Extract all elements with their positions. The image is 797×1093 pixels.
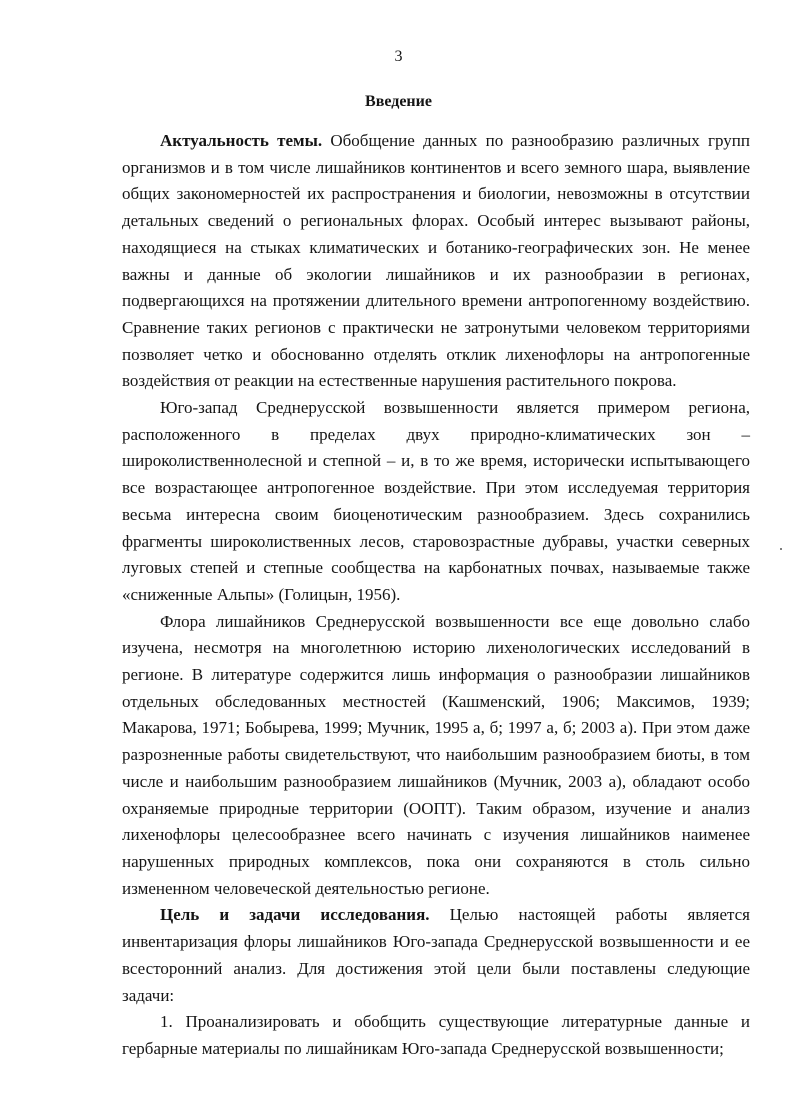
section-heading: Введение	[365, 93, 432, 110]
paragraph-text: Обобщение данных по разнообразию различных групп организмов и в том числе лишайников континентов и всего земного шара, выявление общих закономерностей их распространения и биологии, невозможны в отсутствии детальных сведений о региональных флорах. Особый интерес вызывают районы, находящиеся на стыках климатических и ботанико-географических зон. Не менее важны и данные об экологии лишайников и их разнообразии в регионах, подвергающихся на протяжении длительного времени антропогенному воздействию. Сравнение таких регионов с практически не затронутыми человеком территориями позволяет четко и обоснованно отделять отклик лихенофлоры на антропогенные воздействия от реакции на естественные нарушения растительного покрова.	[122, 131, 750, 391]
paragraph-lead: Актуальность темы.	[160, 131, 323, 150]
page-number: 3	[394, 48, 403, 65]
paragraph-flora	[122, 609, 750, 903]
paragraph-text: Флора лишайников Среднерусской возвышенности все еще довольно слабо изучена, несмотря на многолетнюю историю лихенологических исследований в регионе. В литературе содержится лишь информация о разнообразии лишайников отдельных обследованных местностей (Кашменский, 1906; Максимов, 1939; Макарова, 1971; Бобырева, 1999; Мучник, 1995 а, б; 1997 а, б; 2003 а). При этом даже разрозненные работы свидетельствуют, что наибольшим разнообразием биоты, в том числе и наибольшим разнообразием лишайников (Мучник, 2003 а), обладают особо охраняемые природные территории (ООПТ). Таким образом, изучение и анализ лихенофлоры целесообразнее всего начинать с изучения лишайников наименее нарушенных природных комплексов, пока они сохраняются в столь сильно измененном человеческой деятельностью регионе.	[122, 611, 750, 898]
paragraph-text: Целью настоящей работы является инвентаризация флоры лишайников Юго-запада Среднерусской возвышенности и ее всесторонний анализ. Для достижения этой цели были поставлены следующие задачи:	[122, 905, 750, 1005]
scan-artifact-dot	[780, 548, 782, 550]
paragraph-task-1	[122, 1009, 750, 1062]
paragraph-text: 1. Проанализировать и обобщить существующие литературные данные и гербарные материалы по лишайникам Юго-запада Среднерусской возвышенности;	[122, 1012, 750, 1058]
paragraph-lead: Цель и задачи исследования.	[160, 905, 430, 925]
paragraph-text: Юго-запад Среднерусской возвышенности является примером региона, расположенного в пределах двух природно-климатических зон – широколиственнолесной и степной – и, в то же время, исторически испытывающего все возрастающее антропогенное воздействие. При этом исследуемая территория весьма интересна своим биоценотическим разнообразием. Здесь сохранились фрагменты широколиственных лесов, старовозрастные дубравы, участки северных луговых степей и степные сообщества на карбонатных почвах, называемые также «сниженные Альпы» (Голицын, 1956).	[122, 398, 750, 604]
document-body	[122, 128, 750, 1063]
paragraph-relevance	[122, 128, 750, 395]
paragraph-goals	[122, 902, 750, 1009]
paragraph-region	[122, 395, 750, 609]
